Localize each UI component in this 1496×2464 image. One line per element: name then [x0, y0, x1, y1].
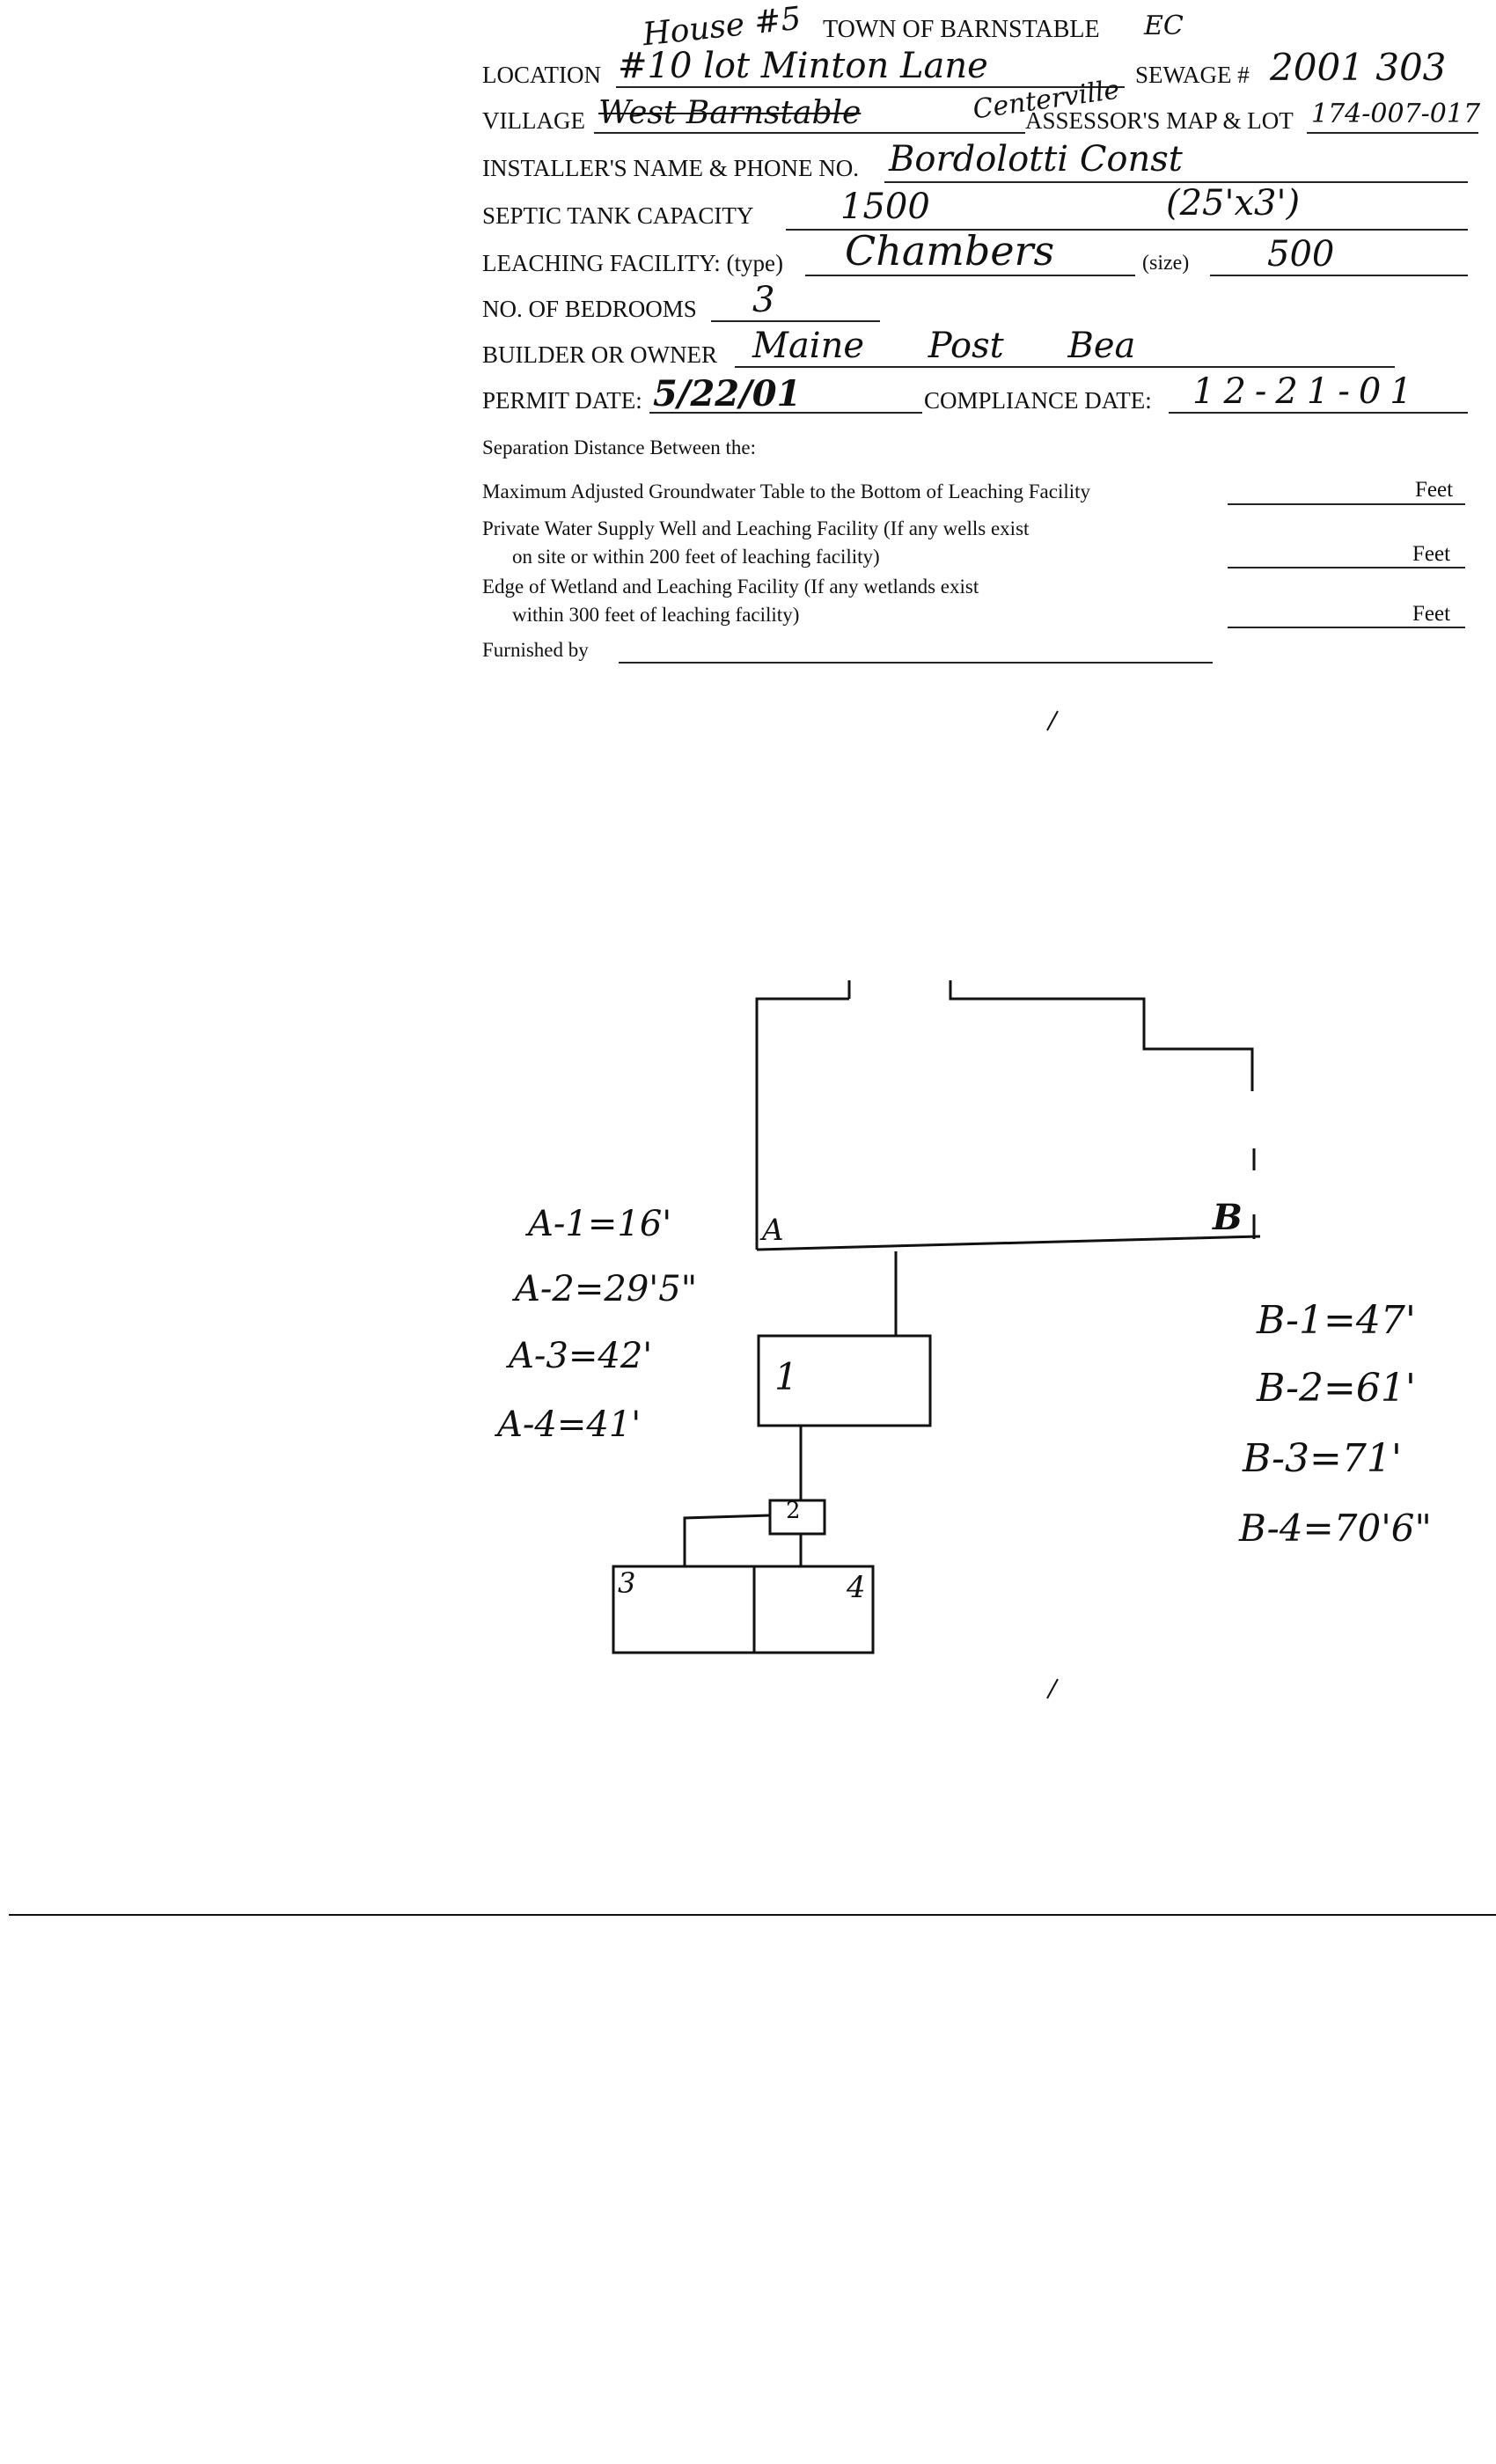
well-feet-label: Feet: [1412, 542, 1451, 566]
corner-a-label: A: [762, 1213, 784, 1248]
box-4-label: 4: [847, 1570, 866, 1605]
separation-row-wetland-line2: within 300 feet of leaching facility): [512, 604, 800, 626]
box-1-label: 1: [774, 1355, 798, 1398]
wetland-feet-label: Feet: [1412, 602, 1451, 626]
installer-value: Bordolotti Const: [889, 139, 1183, 180]
stray-mark: [1047, 711, 1058, 730]
separation-row-well-line2: on site or within 200 feet of leaching facility): [512, 546, 880, 568]
furnished-label: Furnished by: [482, 639, 589, 661]
house-wall-right: [950, 980, 1252, 1091]
compliance-label: COMPLIANCE DATE:: [924, 387, 1152, 414]
installer-label: INSTALLER'S NAME & PHONE NO.: [482, 155, 859, 181]
village-struck-value: West Barnstable: [598, 95, 862, 131]
bedrooms-label: NO. OF BEDROOMS: [482, 296, 697, 322]
b-measurement-3: B-3=71': [1243, 1436, 1402, 1481]
tank-value: 1500: [840, 187, 930, 227]
groundwater-feet-label: Feet: [1415, 478, 1454, 502]
location-label: LOCATION: [482, 62, 601, 88]
house-number-note: House #5: [641, 0, 803, 54]
b-measurement-4: B-4=70'6": [1239, 1507, 1432, 1550]
a-measurement-4: A-4=41': [497, 1404, 642, 1445]
village-label: VILLAGE: [482, 107, 585, 134]
box-3-label: 3: [618, 1566, 636, 1600]
sewage-label: SEWAGE #: [1135, 62, 1250, 88]
house-front-wall: [757, 1236, 1260, 1250]
tank-label: SEPTIC TANK CAPACITY: [482, 202, 754, 229]
sewage-value: 2001 303: [1270, 46, 1447, 89]
b-measurement-2: B-2=61': [1257, 1366, 1416, 1411]
separation-row-groundwater: Maximum Adjusted Groundwater Table to the Bottom of Leaching Facility: [482, 480, 1091, 502]
builder-value: Maine Post Bea: [752, 326, 1136, 366]
leaching-chambers-outline: [613, 1566, 873, 1653]
village-value: Centerville: [971, 74, 1122, 126]
ec-note: EC: [1144, 11, 1184, 41]
corner-b-label: B: [1213, 1197, 1243, 1238]
form-title: TOWN OF BARNSTABLE: [823, 16, 1100, 43]
leaching-label: LEACHING FACILITY: (type): [482, 250, 783, 276]
map-lot-label: ASSESSOR'S MAP & LOT: [1025, 107, 1294, 134]
leaching-value: Chambers: [845, 227, 1055, 275]
dbox-line-left: [685, 1515, 770, 1566]
permit-label: PERMIT DATE:: [482, 387, 642, 414]
map-lot-value: 174-007-017: [1311, 99, 1481, 129]
separation-heading: Separation Distance Between the:: [482, 436, 757, 458]
separation-row-wetland-line1: Edge of Wetland and Leaching Facility (If any wetlands exist: [482, 576, 979, 598]
a-measurement-1: A-1=16': [528, 1204, 672, 1244]
size-label: (size): [1142, 252, 1190, 275]
permit-value: 5/22/01: [653, 373, 802, 414]
size-value: 500: [1267, 234, 1335, 275]
b-measurement-1: B-1=47': [1257, 1298, 1416, 1343]
box-2-label: 2: [786, 1498, 801, 1524]
compliance-value: 12-21-01: [1192, 371, 1421, 412]
a-measurement-3: A-3=42': [509, 1336, 653, 1376]
stray-mark: [1047, 1679, 1058, 1698]
a-measurement-2: A-2=29'5": [515, 1269, 698, 1309]
tank-size-note: (25'x3'): [1166, 183, 1301, 224]
location-value: #10 lot Minton Lane: [618, 46, 988, 86]
separation-row-well-line1: Private Water Supply Well and Leaching Facility (If any wells exist: [482, 517, 1030, 539]
bedrooms-value: 3: [752, 280, 775, 320]
builder-label: BUILDER OR OWNER: [482, 341, 717, 368]
